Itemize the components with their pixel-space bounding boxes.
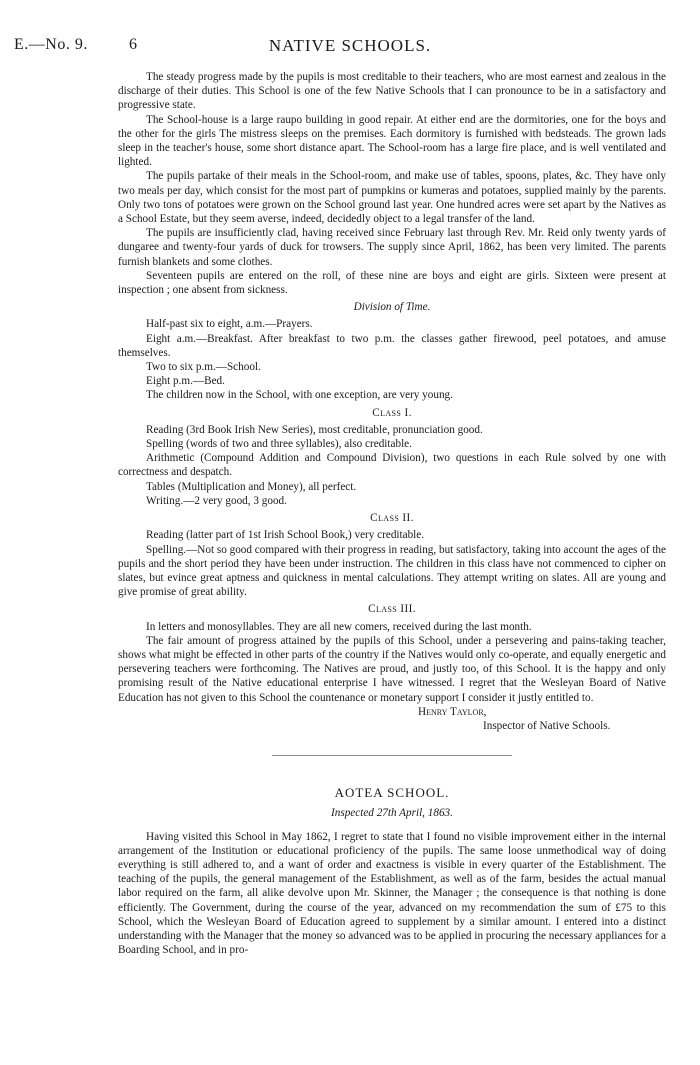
page-number: 6 (129, 36, 137, 53)
paragraph: Having visited this School in May 1862, I regret to state that I found no visible improvement either in the internal arrangement of the Institution or educational proficiency of the pupils. The same loose unmethodical way of doing everything is still adhered to, and a want of order and exactness is visible in every quarter of the Establishment. The teaching of the pupils, the general management of the Establishment, as well as of the farm, besides the actual manual labor required on the farm, all alike devolve upon Mr. Skinner, the Manager ; the consequence is that nothing is done efficiently. The Government, during the course of the year, advanced on my recommendation the sum of £75 to this School, which the Wesleyan Board of Education agreed to supplement by a similar amount. I entered into a distinct understanding with the Manager that the money so advanced was to be applied in procuring the necessary appliances for a Boarding School, and in pro- (118, 830, 666, 957)
section-title: AOTEA SCHOOL. (334, 785, 450, 801)
class-3-item: In letters and monosyllables. They are all new comers, received during the last month. (146, 620, 532, 633)
class-3-heading: Class III. (368, 603, 416, 616)
class-3-item: The fair amount of progress attained by the pupils of this School, under a persevering and pains-taking teacher, shows what might be effected in other parts of the country if the Natives would only co-operate, and equally energetic and persevering teachers were forthcoming. The Natives are proud, and justly too, of this School. It is the happy and only promising result of the Native educational enterprise I have witnessed. I regret that the Wesleyan Board of Native Education has not given to this School the countenance or monetary support I consider it justly entitled to. (118, 634, 666, 704)
inspection-date: Inspected 27th April, 1863. (331, 807, 453, 820)
class-1-heading: Class I. (372, 406, 412, 419)
division-item: Two to six p.m.—School. (146, 361, 261, 374)
signature-block (118, 705, 666, 733)
class-1-item: Reading (3rd Book Irish New Series), most creditable, pronunciation good. (146, 423, 483, 436)
division-item: The children now in the School, with one exception, are very young. (146, 389, 453, 402)
paragraph: The pupils are insufficiently clad, having received since February last through Rev. Mr. Reid only twenty yards of dungaree and twenty-four yards of duck for trowsers. The supply since April, 1862, has been very limited. The parents furnish blankets and some clothes. (118, 227, 666, 268)
class-2-item: Spelling.—Not so good compared with their progress in reading, but satisfactory, taking into account the ages of the pupils and the short period they have been under instruction. The children in this class have not commenced to cipher on slates, but evince great aptness and quickness in mental calculations. They attempt writing on slates. All are young and give promise of great ability. (118, 543, 666, 599)
page-title: NATIVE SCHOOLS. (268, 36, 432, 55)
division-item: Eight p.m.—Bed. (146, 375, 225, 388)
paragraph: The School-house is a large raupo building in good repair. At either end are the dormitories, one for the boys and the other for the girls The mistress sleeps on the premises. Each dormitory is furnished with bedsteads. The grown lads sleep in the teacher's house, some short distance apart. The School-room has a large fire place, and is well ventilated and lighted. (118, 113, 666, 169)
running-header (14, 36, 686, 58)
division-item: Half-past six to eight, a.m.—Prayers. (146, 318, 313, 331)
class-2-item: Reading (latter part of 1st Irish School Book,) very creditable. (146, 529, 425, 542)
paragraph: The pupils partake of their meals in the School-room, and make use of tables, spoons, plates, &c. They have only two meals per day, which consist for the most part of pumpkins or kumeras and potatoes, supplied mainly by the parents. Only two tons of potatoes were grown on the School ground last year. One hundred acres were set apart by the Natives as a School Estate, but they seem averse, indeed, decidedly object to a legal transfer of the land. (118, 170, 666, 226)
class-1-item: Spelling (words of two and three syllables), also creditable. (146, 438, 412, 451)
class-2-heading: Class II. (370, 512, 414, 525)
paragraph: Seventeen pupils are entered on the roll, of these nine are boys and eight are girls. Sixteen were present at inspection ; one absent from sickness. (118, 269, 666, 297)
paragraph: The steady progress made by the pupils is most creditable to their teachers, who are most earnest and zealous in the discharge of their duties. This School is one of the few Native Schools that I can pronounce to be in a satisfactory and progressive state. (118, 71, 666, 112)
series-number: E.—No. 9. (14, 36, 88, 53)
signature-name: Henry Taylor, (418, 705, 487, 718)
class-1-item: Tables (Multiplication and Money), all perfect. (146, 480, 357, 493)
signature-title: Inspector of Native Schools. (483, 719, 611, 732)
class-1-item: Writing.—2 very good, 3 good. (146, 494, 287, 507)
division-item: Eight a.m.—Breakfast. After breakfast to two p.m. the classes gather firewood, peel potatoes, and amuse themselves. (118, 332, 666, 359)
class-1-item: Arithmetic (Compound Addition and Compound Division), two questions in each Rule solved by one with correctness and despatch. (118, 452, 666, 479)
division-heading: Division of Time. (353, 301, 431, 314)
body-text (118, 70, 666, 957)
section-divider (272, 755, 512, 756)
